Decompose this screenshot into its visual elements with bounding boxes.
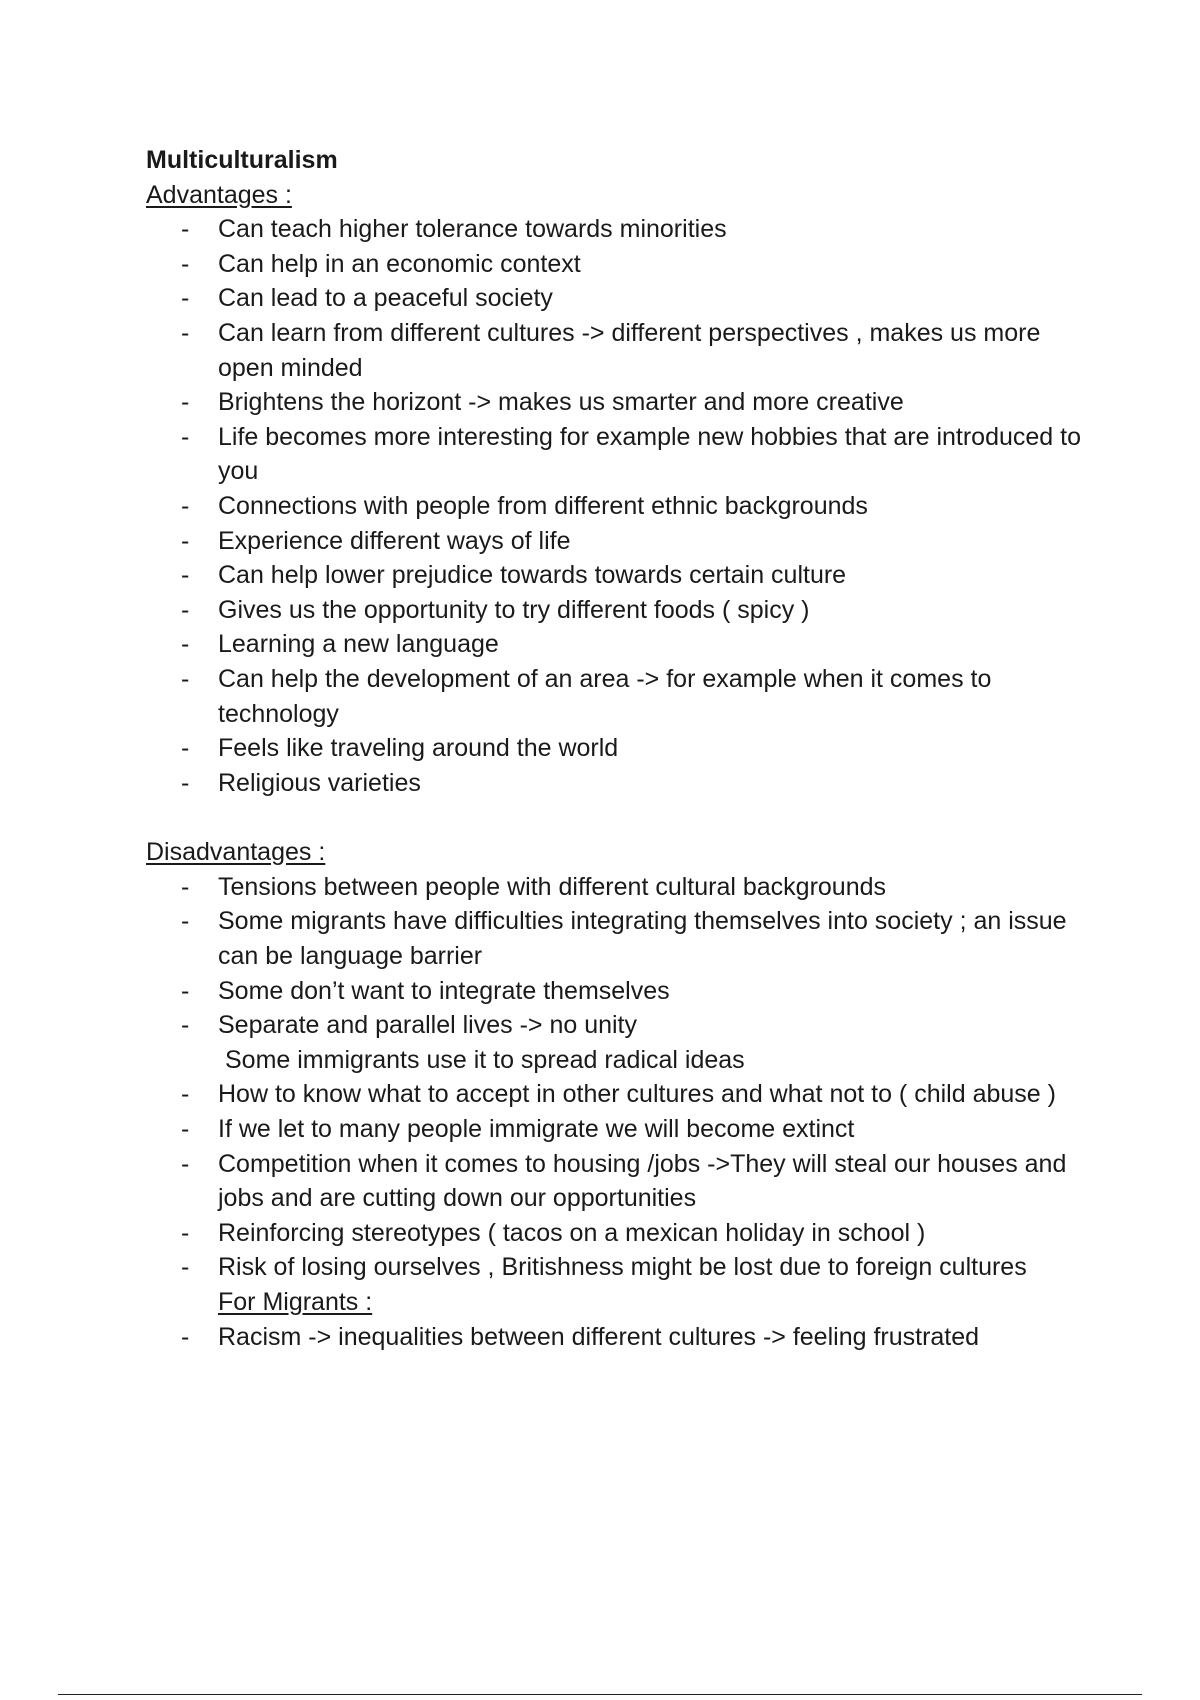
list-item [146, 904, 1086, 973]
list-item-text: Reinforcing stereotypes ( tacos on a mexican holiday in school ) [218, 1218, 926, 1247]
list-item [146, 974, 1086, 1009]
list-item-text: Risk of losing ourselves , Britishness might be lost due to foreign cultures [218, 1253, 1027, 1282]
list-item-text: Racism -> inequalities between different cultures -> feeling frustrated [218, 1322, 980, 1351]
list-item-text: How to know what to accept in other cultures and what not to ( child abuse ) [218, 1080, 1056, 1109]
bullet-dash: - [181, 318, 190, 347]
list-item-text: If we let to many people immigrate we will become extinct [218, 1115, 855, 1144]
list-item-text: Life becomes more interesting for example new hobbies that are introduced to you [218, 422, 1081, 486]
list-item-text: Learning a new language [218, 630, 499, 659]
list-item [146, 212, 1086, 247]
list-item [146, 1077, 1086, 1112]
list-item-text: Brightens the horizont -> makes us smarter and more creative [218, 388, 904, 417]
bullet-dash: - [181, 1011, 190, 1040]
section-spacer [146, 800, 1086, 835]
list-item [146, 385, 1086, 420]
bullet-dash: - [181, 768, 190, 797]
disadvantages-heading: Disadvantages : [146, 838, 326, 867]
list-item [146, 247, 1086, 282]
for-migrants-label: For Migrants : [218, 1288, 373, 1316]
list-item-text: Can help the development of an area -> for example when it comes to technology [218, 664, 992, 728]
bullet-dash: - [181, 595, 190, 624]
bullet-dash: - [181, 976, 190, 1005]
bullet-dash: - [181, 664, 190, 693]
disadvantages-list-part-1 [146, 870, 1086, 1043]
list-item-text: Some migrants have difficulties integrating themselves into society ; an issue can be language barrier [218, 907, 1067, 971]
list-item-text: Gives us the opportunity to try different foods ( spicy ) [218, 595, 810, 624]
disadvantages-list-part-3 [146, 1320, 1086, 1355]
bullet-dash: - [181, 249, 190, 278]
list-item-text: Can teach higher tolerance towards minorities [218, 215, 727, 244]
list-item-text: Separate and parallel lives -> no unity [218, 1011, 638, 1040]
list-item [146, 489, 1086, 524]
disadvantages-list-part-2 [146, 1077, 1086, 1285]
list-item [146, 558, 1086, 593]
bullet-dash: - [181, 872, 190, 901]
bullet-dash: - [181, 215, 190, 244]
bullet-dash: - [181, 284, 190, 313]
bullet-dash: - [181, 734, 190, 763]
list-item-text: Can learn from different cultures -> different perspectives , makes us more open minded [218, 318, 1041, 382]
list-item [146, 1147, 1086, 1216]
bullet-dash: - [181, 1149, 190, 1178]
bullet-dash: - [181, 561, 190, 590]
bullet-dash: - [181, 422, 190, 451]
bullet-dash: - [181, 1253, 190, 1282]
for-migrants-subheading [146, 1285, 1086, 1320]
bullet-dash: - [181, 1218, 190, 1247]
list-item [146, 1008, 1086, 1043]
page-bottom-rule [58, 1694, 1142, 1695]
list-item [146, 731, 1086, 766]
list-item [146, 1112, 1086, 1147]
list-item [146, 281, 1086, 316]
bullet-dash: - [181, 491, 190, 520]
list-item-text: Religious varieties [218, 768, 421, 797]
list-item-text: Can help in an economic context [218, 249, 581, 278]
advantages-heading: Advantages : [146, 180, 292, 209]
bullet-dash: - [181, 1080, 190, 1109]
list-item-text: Can help lower prejudice towards towards certain culture [218, 561, 847, 590]
list-item [146, 524, 1086, 559]
bullet-dash: - [181, 907, 190, 936]
list-item [146, 1320, 1086, 1355]
list-item [146, 593, 1086, 628]
list-item-text: Feels like traveling around the world [218, 734, 619, 763]
bullet-dash: - [181, 630, 190, 659]
list-item [146, 1250, 1086, 1285]
document-content [146, 143, 1086, 1354]
list-item-text: Can lead to a peaceful society [218, 284, 553, 313]
list-item-text: Some don’t want to integrate themselves [218, 976, 670, 1005]
list-item [146, 316, 1086, 385]
list-item-text: Experience different ways of life [218, 526, 571, 555]
bullet-dash: - [181, 1115, 190, 1144]
bullet-dash: - [181, 526, 190, 555]
list-item [146, 420, 1086, 489]
list-item-text: Competition when it comes to housing /jobs ->They will steal our houses and jobs and are cutting down our opportunities [218, 1149, 1067, 1213]
list-item-text: Connections with people from different ethnic backgrounds [218, 491, 868, 520]
advantages-list [146, 212, 1086, 800]
list-item [146, 766, 1086, 801]
list-item [146, 1216, 1086, 1251]
bullet-dash: - [181, 388, 190, 417]
unbulleted-line: Some immigrants use it to spread radical ideas [225, 1045, 745, 1074]
bullet-dash: - [181, 1322, 190, 1351]
list-item-text: Tensions between people with different cultural backgrounds [218, 872, 887, 901]
list-item [146, 870, 1086, 905]
document-title: Multiculturalism [146, 146, 338, 174]
list-item [146, 627, 1086, 662]
list-item [146, 662, 1086, 731]
